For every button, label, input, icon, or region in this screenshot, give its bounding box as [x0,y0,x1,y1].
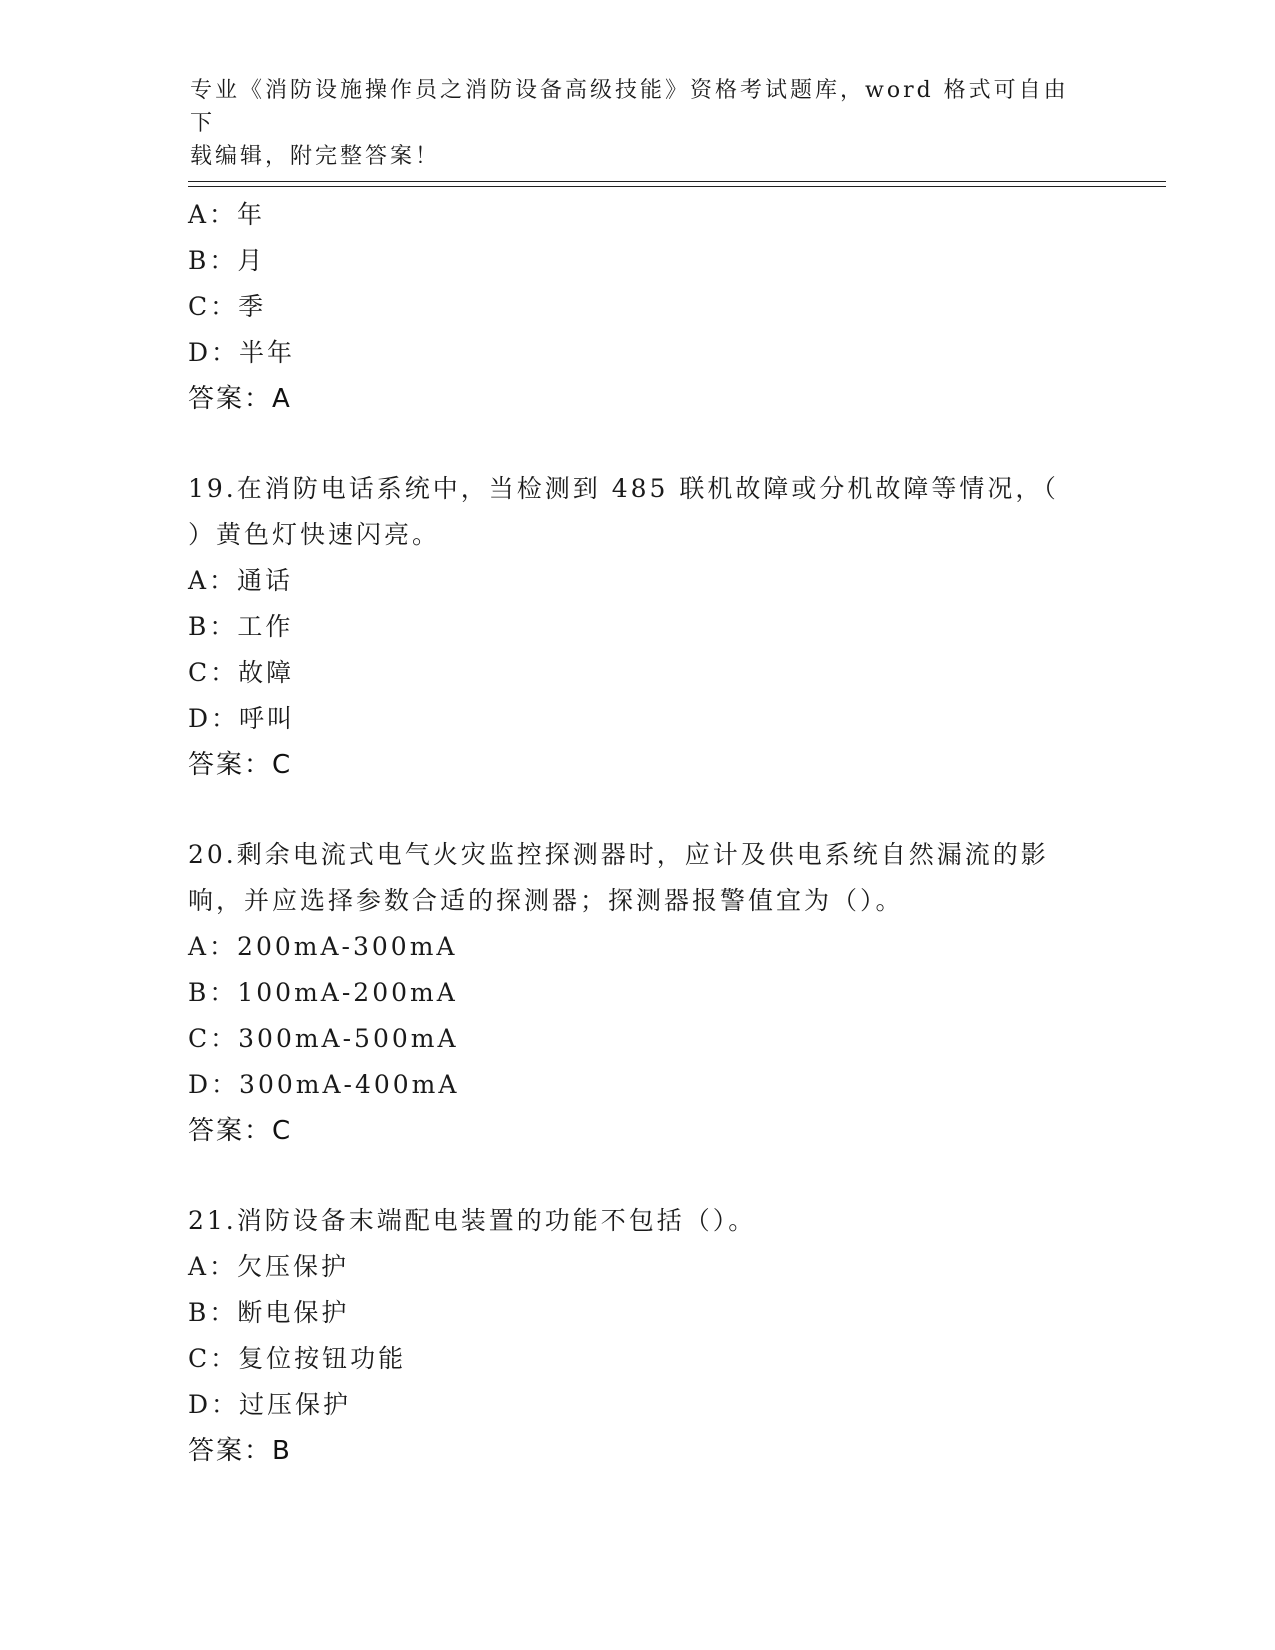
answer: 答案：C [188,1116,293,1146]
question-text-line-1: 19.在消防电话系统中，当检测到 485 联机故障或分机故障等情况，（ [188,474,1059,503]
option-d: D：300mA-400mA [188,1070,460,1099]
option-d: D：呼叫 [188,704,296,733]
header-line-2: 载编辑，附完整答案！ [190,144,441,169]
question-text-line-2: ）黄色灯快速闪亮。 [188,520,441,549]
option-b: B：100mA-200mA [188,978,458,1007]
option-c: C：复位按钮功能 [188,1344,407,1373]
header-line-1: 专业《消防设施操作员之消防设备高级技能》资格考试题库，word 格式可自由下 [190,78,1069,136]
answer: 答案：B [188,1436,292,1466]
option-d: D：半年 [188,338,296,367]
option-a: A：200mA-300mA [188,932,458,961]
question-19 [188,466,1088,788]
question-text-line-1: 21.消防设备末端配电装置的功能不包括（）。 [188,1206,757,1235]
option-c: C：300mA-500mA [188,1024,459,1053]
option-d: D：过压保护 [188,1390,352,1419]
question-list [188,192,1088,1474]
question-text [188,1198,1068,1244]
document-header [190,74,1090,173]
option-a: A：欠压保护 [188,1252,350,1281]
option-b: B：月 [188,246,266,275]
header-divider-top [188,181,1166,182]
question-18-continued [188,192,1088,422]
answer: 答案：C [188,750,293,780]
question-21 [188,1198,1088,1474]
question-20 [188,832,1088,1154]
option-a: A：通话 [188,566,294,595]
question-text [188,466,1068,558]
question-text-line-1: 20.剩余电流式电气火灾监控探测器时，应计及供电系统自然漏流的影 [188,840,1049,869]
option-c: C：故障 [188,658,295,687]
option-b: B：工作 [188,612,294,641]
header-divider-bottom [188,186,1166,187]
question-text [188,832,1068,924]
option-b: B：断电保护 [188,1298,350,1327]
question-text-line-2: 响，并应选择参数合适的探测器；探测器报警值宜为（）。 [188,886,904,915]
option-a: A：年 [188,200,266,229]
option-c: C：季 [188,292,267,321]
answer: 答案：A [188,384,292,414]
